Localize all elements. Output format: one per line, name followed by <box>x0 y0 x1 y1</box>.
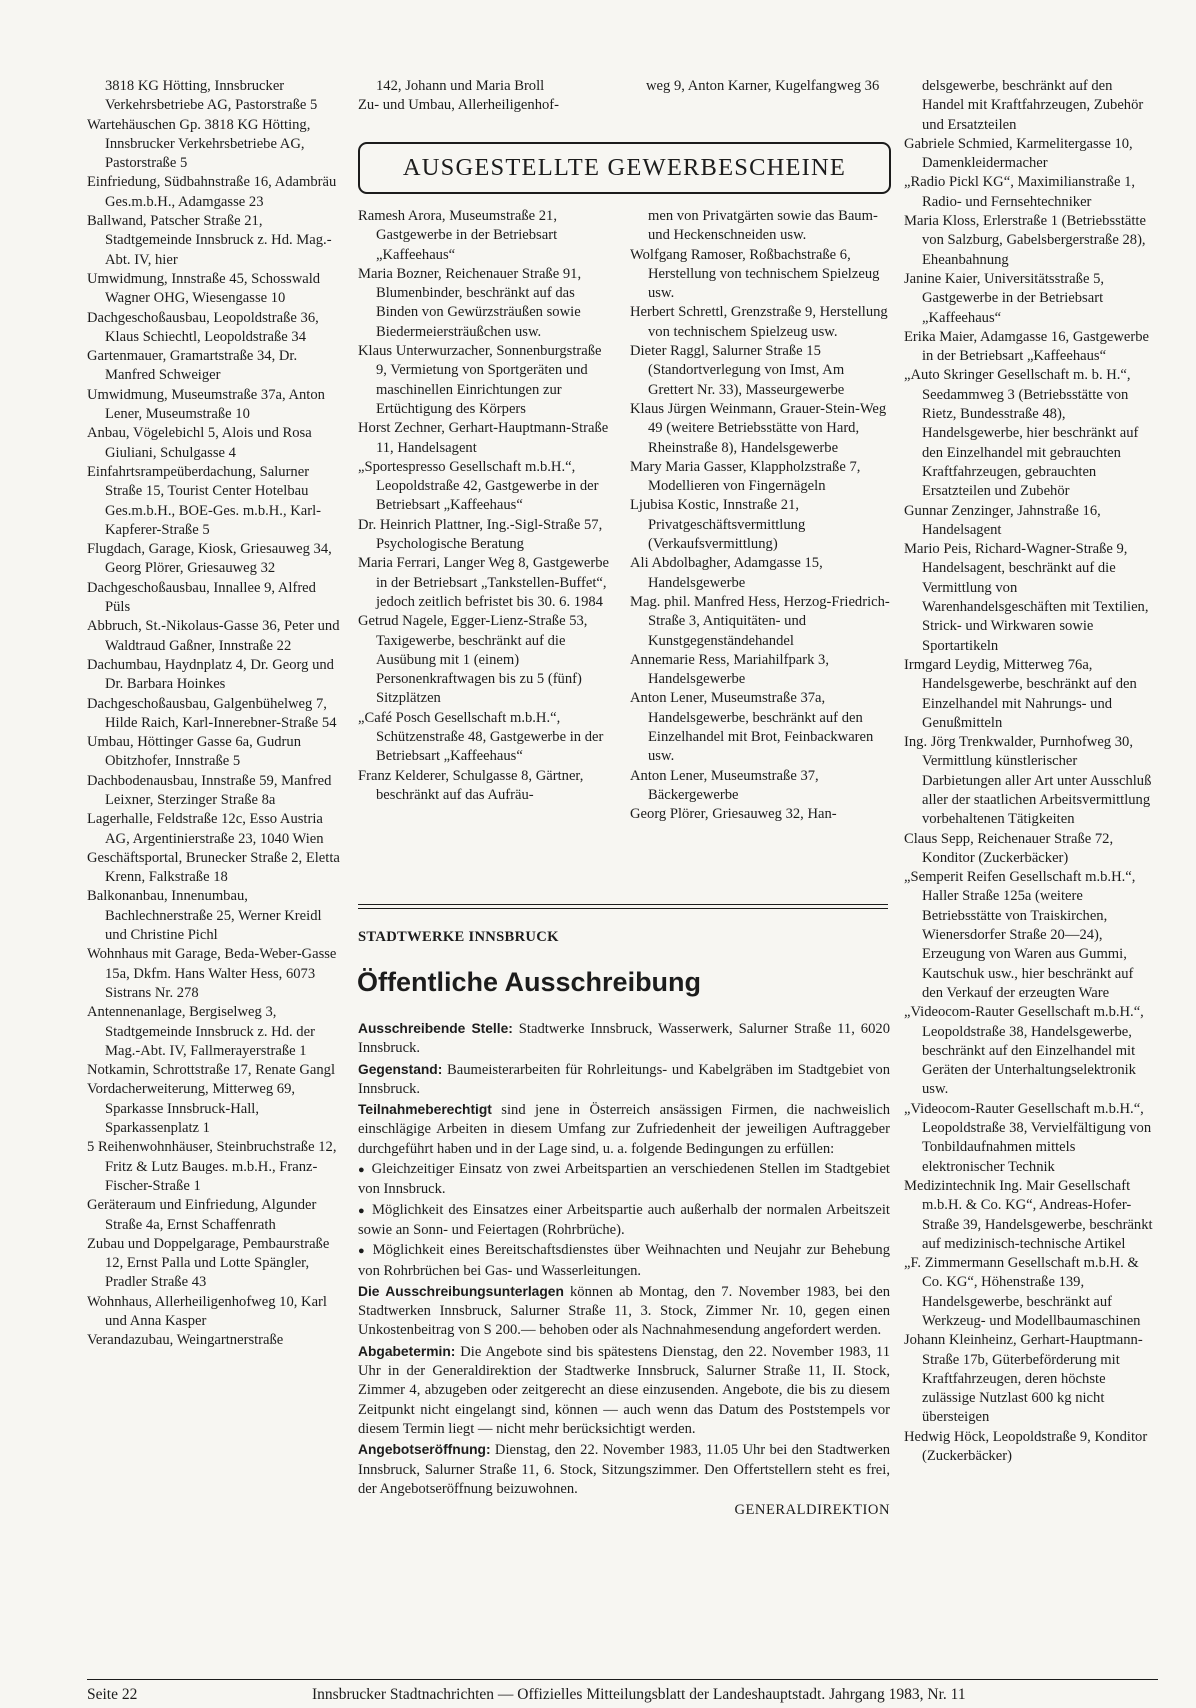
notice-section-label: STADTWERKE INNSBRUCK <box>358 929 559 945</box>
notice-paragraph <box>358 1440 890 1499</box>
list-item: „Videocom-Rauter Gesellschaft m.b.H.“, Leopoldstraße 38, Vervielfältigung von Tonbildaufnahmen mittels elektronischer Technik <box>904 1100 1152 1175</box>
list-item: „Videocom-Rauter Gesellschaft m.b.H.“, Leopoldstraße 38, Handelsgewerbe, beschränkt auf den Einzelhandel mit Geräten der Unterhaltungselektronik usw. <box>904 1004 1144 1098</box>
list-item: Mario Peis, Richard-Wagner-Straße 9, Handelsagent, beschränkt auf die Vermittlung von Warenhandelsgeschäften mit Textilien, Strick- und Wirkwaren sowie Sportartikeln <box>904 541 1149 654</box>
notice-text: Stadtwerke Innsbruck, Wasserwerk, Salurner Straße 11, 6020 Innsbruck. <box>358 1021 890 1057</box>
notice-text: Gleichzeitiger Einsatz von zwei Arbeitspartien an verschiedenen Stellen im Stadtgebiet von Innsbruck. <box>358 1161 890 1198</box>
list-item: Geschäftsportal, Brunecker Straße 2, Eletta Krenn, Falkstraße 18 <box>87 849 340 886</box>
list-item: Antennenanlage, Bergiselweg 3, Stadtgemeinde Innsbruck z. Hd. der Mag.-Abt. IV, Fallmerayerstraße 1 <box>87 1004 315 1059</box>
list-item: Geräteraum und Einfriedung, Algunder Straße 4a, Ernst Schaffenrath <box>87 1197 317 1233</box>
list-item: Klaus Jürgen Weinmann, Grauer-Stein-Weg 49 (weitere Betriebsstätte von Hard, Rheinstraße 8), Handelsgewerbe <box>630 400 887 456</box>
divider-rule-top <box>358 904 888 905</box>
list-item: „Semperit Reifen Gesellschaft m.b.H.“, Haller Straße 125a (weitere Betriebsstätte von Traiskirchen, Wienersdorfer Straße 20—24), Erzeugung von Waren aus Gummi, Kautschuk usw., hier beschränkt auf den Verkauf der erzeugten Ware <box>904 869 1136 1001</box>
list-item: Medizintechnik Ing. Mair Gesellschaft m.b.H. & Co. KG“, Andreas-Hofer-Straße 39, Handelsgewerbe, beschränkt auf medizinisch-technische Artikel <box>904 1177 1153 1252</box>
list-item: Erika Maier, Adamgasse 16, Gastgewerbe in der Betriebsart „Kaffeehaus“ <box>904 328 1149 365</box>
list-item: Abbruch, St.-Nikolaus-Gasse 36, Peter und Waldtraud Gaßner, Innstraße 22 <box>87 618 340 654</box>
list-item: „Radio Pickl KG“, Maximilianstraße 1, Radio- und Fernsehtechniker <box>904 174 1136 210</box>
list-item: Dieter Raggl, Salurner Straße 15 (Standortverlegung von Imst, Am Grettert Nr. 33), Masseurgewerbe <box>630 343 845 398</box>
list-item: Einfriedung, Südbahnstraße 16, Adambräu Ges.m.b.H., Adamgasse 23 <box>87 174 337 210</box>
list-item: Dachbodenausbau, Innstraße 59, Manfred Leixner, Sterzinger Straße 8a <box>87 772 332 808</box>
list-item: „Café Posch Gesellschaft m.b.H.“, Schützenstraße 48, Gastgewerbe in der Betriebsart „Kaffeehaus“ <box>358 709 604 765</box>
column-1-building-permits <box>87 77 341 1351</box>
list-item: „Sportespresso Gesellschaft m.b.H.“, Leopoldstraße 42, Gastgewerbe in der Betriebsart „Kaffeehaus“ <box>358 458 599 514</box>
list-item: Herbert Schrettl, Grenzstraße 9, Herstellung von technischem Spielzeug usw. <box>630 304 888 340</box>
list-item: Einfahrtsrampeüberdachung, Salurner Straße 15, Tourist Center Hotelbau Ges.m.b.H., BOE-Ges. m.b.H., Karl-Kapferer-Straße 5 <box>87 463 322 538</box>
list-item: Wohnhaus, Allerheiligenhofweg 10, Karl und Anna Kasper <box>87 1293 327 1329</box>
notice-text: Dienstag, den 22. November 1983, 11.05 Uhr bei den Stadtwerken Innsbruck, Salurner Straße 11, 6. Stock, Sitzungszimmer. Den Offertstellern steht es frei, der Angebotseröffnung beizuwohnen. <box>358 1442 890 1497</box>
list-item: Vordacherweiterung, Mitterweg 69, Sparkasse Innsbruck-Hall, Sparkassenplatz 1 <box>87 1081 296 1137</box>
column-4-trade-licenses <box>904 77 1158 1466</box>
list-item: Hedwig Höck, Leopoldstraße 9, Konditor (Zuckerbäcker) <box>904 1428 1148 1465</box>
list-item: Irmgard Leydig, Mitterweg 76a, Handelsgewerbe, beschränkt auf den Einzelhandel mit Nahrungs- und Genußmitteln <box>904 656 1137 731</box>
tender-notice <box>358 1019 890 1520</box>
list-item: Zubau und Doppelgarage, Pembaurstraße 12, Ernst Palla und Lotte Spängler, Pradler Straße 43 <box>87 1235 330 1291</box>
list-item: Maria Ferrari, Langer Weg 8, Gastgewerbe in der Betriebsart „Tankstellen-Buffet“, jedoch zeitlich befristet bis 30. 6. 1984 <box>358 555 610 610</box>
list-item: Horst Zechner, Gerhart-Hauptmann-Straße 11, Handelsagent <box>358 420 609 456</box>
list-item: Anbau, Vögelebichl 5, Alois und Rosa Giuliani, Schulgasse 4 <box>87 425 312 461</box>
column-3-top <box>628 77 888 96</box>
list-item: delsgewerbe, beschränkt auf den Handel mit Kraftfahrzeugen, Zubehör und Ersatzteilen <box>922 78 1144 133</box>
notice-text: können ab Montag, den 7. November 1983, bei den Stadtwerken Innsbruck, Salurner Straße 11, 3. Stock, Zimmer Nr. 10, gegen einen Unkostenbeitrag von S 200.— behoben oder als Nachnahmesendung angefordert werden. <box>358 1283 891 1339</box>
list-item: Zu- und Umbau, Allerheiligenhof- <box>358 97 560 114</box>
column-2-trade-licenses <box>358 207 616 805</box>
list-item: „Auto Skringer Gesellschaft m. b. H.“, Seedammweg 3 (Betriebsstätte von Rietz, Bundesstraße 48), Handelsgewerbe, hier beschränkt auf den Einzelhandel mit gebrauchten Kraftfahrzeugen, gebrauchten Ersatzteilen und Zubehör <box>904 367 1139 500</box>
notice-text: Möglichkeit eines Bereitschaftsdienstes über Weihnachten und Neujahr zur Behebung von Rohrbrüchen bei Gas- und Wasserleitungen. <box>358 1242 890 1279</box>
list-item: Janine Kaier, Universitätsstraße 5, Gastgewerbe in der Betriebsart „Kaffeehaus“ <box>904 270 1105 326</box>
notice-paragraph <box>358 1060 890 1100</box>
notice-label: Angebotseröffnung: <box>358 1442 491 1458</box>
notice-text: Möglichkeit des Einsatzes einer Arbeitspartie auch außerhalb der normalen Arbeitszeit sowie an Sonn- und Feiertagen (Rohrbrüche). <box>358 1201 890 1238</box>
list-item: 3818 KG Hötting, Innsbrucker Verkehrsbetriebe AG, Pastorstraße 5 <box>105 78 318 114</box>
notice-paragraph <box>358 1019 890 1059</box>
list-item: Ballwand, Patscher Straße 21, Stadtgemeinde Innsbruck z. Hd. Mag.-Abt. IV, hier <box>87 213 332 268</box>
list-item: Wolfgang Ramoser, Roßbachstraße 6, Herstellung von technischem Spielzeug usw. <box>630 246 880 302</box>
notice-bullet <box>358 1241 890 1281</box>
footer-page-number: Seite 22 <box>87 1686 138 1703</box>
list-item: Ing. Jörg Trenkwalder, Purnhofweg 30, Vermittlung künstlerischer Darbietungen aller Art unter Ausschluß aller der staatlichen Arbeitsvermittlung vorbehaltenen Tätigkeiten <box>904 734 1152 828</box>
footer-rule <box>87 1679 1158 1680</box>
list-item: Ramesh Arora, Museumstraße 21, Gastgewerbe in der Betriebsart „Kaffeehaus“ <box>358 208 558 263</box>
list-item: Anton Lener, Museumstraße 37, Bäckergewerbe <box>630 767 819 803</box>
notice-paragraph <box>358 1100 890 1159</box>
list-item: Ali Abdolbagher, Adamgasse 15, Handelsgewerbe <box>630 555 823 591</box>
list-item: Dr. Heinrich Plattner, Ing.-Sigl-Straße 57, Psychologische Beratung <box>358 516 603 553</box>
list-item: Balkonanbau, Innenumbau, Bachlechnerstraße 25, Werner Kreidl und Christine Pichl <box>87 888 322 944</box>
section-heading-gewerbescheine: AUSGESTELLTE GEWERBESCHEINE <box>358 142 891 194</box>
list-item: Notkamin, Schrottstraße 17, Renate Gangl <box>87 1062 336 1079</box>
column-3-trade-licenses <box>630 207 890 825</box>
notice-label: Abgabetermin: <box>358 1343 456 1359</box>
list-item: 142, Johann und Maria Broll <box>376 78 545 94</box>
list-item: Dachgeschoßausbau, Galgenbühelweg 7, Hilde Raich, Karl-Innerebner-Straße 54 <box>87 695 337 731</box>
notice-bullet <box>358 1201 890 1241</box>
list-item: Getrud Nagele, Egger-Lienz-Straße 53, Taxigewerbe, beschränkt auf die Ausübung mit 1 (einem) Personenkraftwagen bis zu 5 (fünf) Sitzplätzen <box>358 613 588 707</box>
list-item: Anton Lener, Museumstraße 37a, Handelsgewerbe, beschränkt auf den Einzelhandel mit Brot, Feinbackwaren usw. <box>630 690 874 765</box>
list-item: Dachumbau, Haydnplatz 4, Dr. Georg und Dr. Barbara Hoinkes <box>87 656 334 693</box>
notice-label: Ausschreibende Stelle: <box>358 1021 513 1036</box>
list-item: Lagerhalle, Feldstraße 12c, Esso Austria AG, Argentinierstraße 23, 1040 Wien <box>87 811 324 847</box>
list-item: Mag. phil. Manfred Hess, Herzog-Friedrich-Straße 3, Antiquitäten- und Kunstgegenständehandel <box>630 593 890 649</box>
list-item: Dachgeschoßausbau, Leopoldstraße 36, Klaus Schiechtl, Leopoldstraße 34 <box>87 309 319 345</box>
list-item: Verandazubau, Weingartnerstraße <box>87 1332 284 1349</box>
list-item: Mary Maria Gasser, Klappholzstraße 7, Modellieren von Fingernägeln <box>630 458 861 495</box>
list-item: Johann Kleinheinz, Gerhart-Hauptmann-Straße 17b, Güterbeförderung mit Kraftfahrzeugen, deren höchste zulässige Nutzlast 600 kg nicht übersteigen <box>904 1332 1143 1426</box>
list-item: Umbau, Höttinger Gasse 6a, Gudrun Obitzhofer, Innstraße 5 <box>87 734 301 770</box>
list-item: Maria Bozner, Reichenauer Straße 91, Blumenbinder, beschränkt auf das Binden von Gewürzsträußen sowie Biedermeiersträußchen usw. <box>358 265 582 340</box>
notice-label: Teilnahmeberechtigt <box>358 1102 492 1118</box>
notice-text: sind jene in Österreich ansässigen Firmen, die nachweislich einschlägige Arbeiten in diesem Umfang zur Zufriedenheit der jeweiligen Auftraggeber durchgeführt haben und in der Lage sind, u. a. folgende Bedingungen zu erfüllen: <box>358 1102 890 1157</box>
list-item: Gunnar Zenzinger, Jahnstraße 16, Handelsagent <box>904 502 1101 538</box>
list-item: Wohnhaus mit Garage, Beda-Weber-Gasse 15a, Dkfm. Hans Walter Hess, 6073 Sistrans Nr. 278 <box>87 946 337 1001</box>
list-item: Franz Kelderer, Schulgasse 8, Gärtner, beschränkt auf das Aufräu- <box>358 767 584 803</box>
divider-rule-bottom <box>358 908 888 909</box>
list-item: Ljubisa Kostic, Innstraße 21, Privatgeschäftsvermittlung (Verkaufsvermittlung) <box>630 497 806 553</box>
list-item: Claus Sepp, Reichenauer Straße 72, Konditor (Zuckerbäcker) <box>904 830 1114 866</box>
notice-paragraph <box>358 1282 890 1341</box>
notice-paragraph <box>358 1342 890 1439</box>
list-item: „F. Zimmermann Gesellschaft m.b.H. & Co. KG“, Höhenstraße 139, Handelsgewerbe, beschränkt auf Werkzeug- und Modellbaumaschinen <box>904 1255 1141 1329</box>
notice-text: Baumeisterarbeiten für Rohrleitungs- und Kabelgräben im Stadtgebiet von Innsbruck. <box>358 1061 890 1097</box>
list-item: weg 9, Anton Karner, Kugelfangweg 36 <box>646 78 880 94</box>
column-2-top <box>358 77 608 116</box>
notice-label: Gegenstand: <box>358 1061 443 1077</box>
notice-signature: GENERALDIREKTION <box>734 1502 890 1519</box>
list-item: 5 Reihenwohnhäuser, Steinbruchstraße 12, Fritz & Lutz Bauges. m.b.H., Franz-Fischer-Straße 1 <box>87 1139 337 1194</box>
list-item: Gartenmauer, Gramartstraße 34, Dr. Manfred Schweiger <box>87 348 298 384</box>
notice-title: Öffentliche Ausschreibung <box>357 967 702 997</box>
notice-label: Die Ausschreibungsunterlagen <box>358 1283 564 1299</box>
list-item: Gabriele Schmied, Karmelitergasse 10, Damenkleidermacher <box>904 135 1133 172</box>
list-item: Umwidmung, Innstraße 45, Schosswald Wagner OHG, Wiesengasse 10 <box>87 270 321 307</box>
list-item: Wartehäuschen Gp. 3818 KG Hötting, Innsbrucker Verkehrsbetriebe AG, Pastorstraße 5 <box>87 116 311 172</box>
list-item: Annemarie Ress, Mariahilfpark 3, Handelsgewerbe <box>630 651 829 688</box>
footer-publication-line: Innsbrucker Stadtnachrichten — Offizielles Mitteilungsblatt der Landeshauptstadt. Jahrgang 1983, Nr. 11 <box>312 1686 966 1703</box>
list-item: men von Privatgärten sowie das Baum- und Heckenschneiden usw. <box>648 208 878 244</box>
list-item: Dachgeschoßausbau, Innallee 9, Alfred Püls <box>87 579 316 616</box>
list-item: Klaus Unterwurzacher, Sonnenburgstraße 9, Vermietung von Sportgeräten und maschinellen Einrichtungen zur Ertüchtigung des Körpers <box>358 343 602 417</box>
notice-text: Die Angebote sind bis spätestens Dienstag, den 22. November 1983, 11 Uhr in der Generaldirektion der Stadtwerke Innsbruck, Salurner Straße 11, II. Stock, Zimmer 4, abzugeben oder zeitgerecht an diese einzusenden. Angebote, die bis zu diesem Zeitpunkt nicht eingelangt sind, können — auch wenn das Datum des Poststempels vor diesem Termin liegt — nicht mehr berücksichtigt werden. <box>358 1343 890 1437</box>
list-item: Georg Plörer, Griesauweg 32, Han- <box>630 806 837 823</box>
list-item: Flugdach, Garage, Kiosk, Griesauweg 34, Georg Plörer, Griesauweg 32 <box>87 541 332 577</box>
notice-bullet <box>358 1160 890 1200</box>
list-item: Maria Kloss, Erlerstraße 1 (Betriebsstätte von Salzburg, Gabelsbergerstraße 28), Eheanbahnung <box>904 213 1146 268</box>
list-item: Umwidmung, Museumstraße 37a, Anton Lener, Museumstraße 10 <box>87 386 325 423</box>
